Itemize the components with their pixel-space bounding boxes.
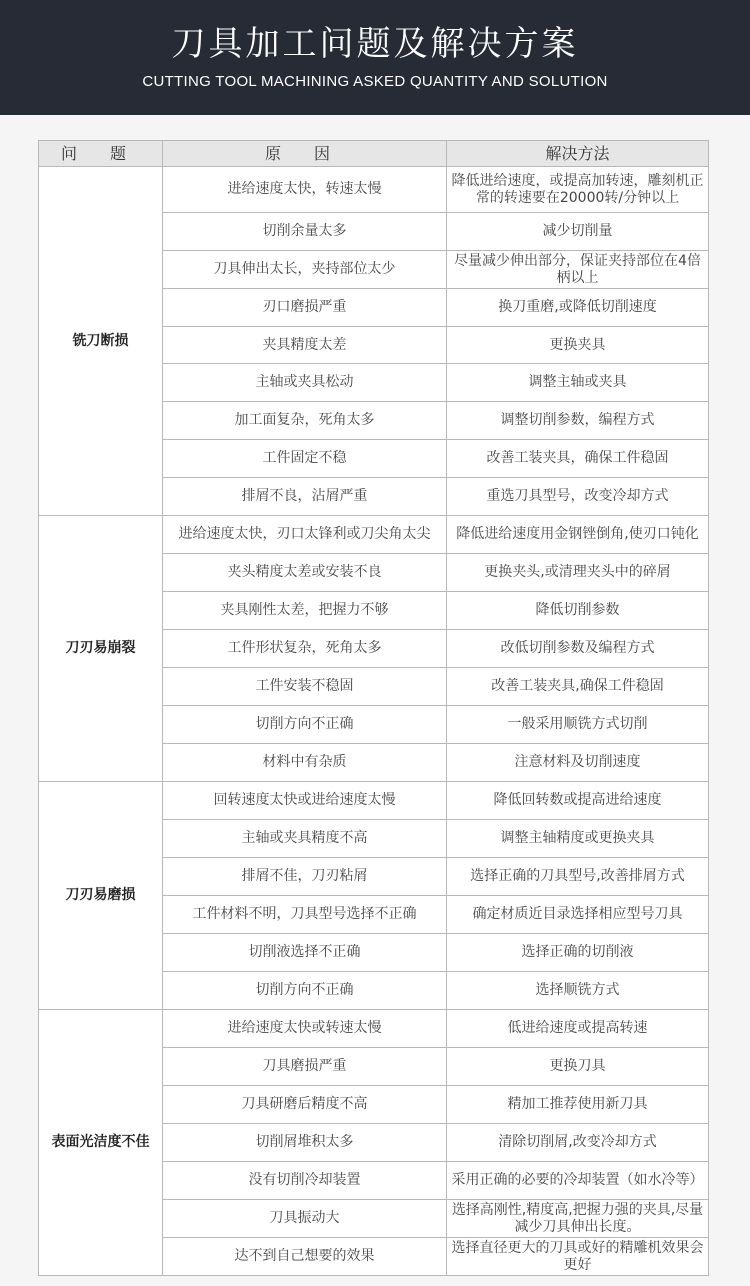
page-subtitle: CUTTING TOOL MACHINING ASKED QUANTITY AND SOLUTION (142, 73, 608, 90)
table-body (39, 167, 709, 1276)
cause-cell: 刀具振动大 (163, 1200, 447, 1238)
cause-cell: 切削方向不正确 (163, 706, 447, 744)
problem-cell: 刀刃易崩裂 (39, 516, 163, 782)
cause-cell: 切削屑堆积太多 (163, 1124, 447, 1162)
solution-cell: 改善工装夹具，确保工件稳固 (447, 440, 709, 478)
page-header (0, 0, 750, 115)
solution-cell: 选择直径更大的刀具或好的精雕机效果会更好 (447, 1238, 709, 1276)
cause-cell: 进给速度太快，转速太慢 (163, 167, 447, 213)
cause-cell: 回转速度太快或进给速度太慢 (163, 782, 447, 820)
solution-cell: 选择高刚性,精度高,把握力强的夹具,尽量减少刀具伸出长度。 (447, 1200, 709, 1238)
cause-cell: 工件安装不稳固 (163, 668, 447, 706)
cause-cell: 没有切削冷却装置 (163, 1162, 447, 1200)
solution-cell: 选择正确的刀具型号,改善排屑方式 (447, 858, 709, 896)
table-row (39, 516, 709, 554)
table-header-row (39, 141, 709, 167)
column-header-problem: 问 题 (39, 141, 163, 167)
solution-cell: 采用正确的必要的冷却装置（如水冷等） (447, 1162, 709, 1200)
cause-cell: 进给速度太快，刃口太锋利或刀尖角太尖 (163, 516, 447, 554)
cause-cell: 夹头精度太差或安装不良 (163, 554, 447, 592)
cause-cell: 夹具精度太差 (163, 327, 447, 364)
cause-cell: 排屑不良，沾屑严重 (163, 478, 447, 516)
solution-cell: 降低切削参数 (447, 592, 709, 630)
solution-cell: 减少切削量 (447, 213, 709, 251)
cause-cell: 刃口磨损严重 (163, 289, 447, 327)
solution-cell: 确定材质近目录选择相应型号刀具 (447, 896, 709, 934)
solution-cell: 更换夹具 (447, 327, 709, 364)
solution-cell: 重选刀具型号，改变冷却方式 (447, 478, 709, 516)
cause-cell: 主轴或夹具精度不高 (163, 820, 447, 858)
solution-cell: 清除切削屑,改变冷却方式 (447, 1124, 709, 1162)
cause-cell: 达不到自己想要的效果 (163, 1238, 447, 1276)
table-row (39, 782, 709, 820)
solution-cell: 调整主轴或夹具 (447, 364, 709, 402)
solution-cell: 更换刀具 (447, 1048, 709, 1086)
table-row (39, 1010, 709, 1048)
problem-cell: 表面光洁度不佳 (39, 1010, 163, 1276)
cause-cell: 加工面复杂，死角太多 (163, 402, 447, 440)
cause-cell: 进给速度太快或转速太慢 (163, 1010, 447, 1048)
cause-cell: 夹具刚性太差，把握力不够 (163, 592, 447, 630)
problem-solution-table (38, 140, 709, 1276)
solution-cell: 精加工推荐使用新刀具 (447, 1086, 709, 1124)
page-title: 刀具加工问题及解决方案 (171, 24, 579, 64)
problem-cell: 刀刃易磨损 (39, 782, 163, 1010)
solution-cell: 换刀重磨,或降低切削速度 (447, 289, 709, 327)
solution-cell: 改善工装夹具,确保工件稳固 (447, 668, 709, 706)
column-header-solution: 解决方法 (447, 141, 709, 167)
cause-cell: 工件固定不稳 (163, 440, 447, 478)
solution-cell: 低进给速度或提高转速 (447, 1010, 709, 1048)
solution-cell: 调整切削参数，编程方式 (447, 402, 709, 440)
solution-cell: 调整主轴精度或更换夹具 (447, 820, 709, 858)
solution-cell: 降低进给速度用金钢锉倒角,使刃口钝化 (447, 516, 709, 554)
cause-cell: 切削液选择不正确 (163, 934, 447, 972)
solution-cell: 尽量减少伸出部分，保证夹持部位在4倍柄以上 (447, 251, 709, 289)
cause-cell: 刀具研磨后精度不高 (163, 1086, 447, 1124)
solution-cell: 选择正确的切削液 (447, 934, 709, 972)
cause-cell: 刀具伸出太长，夹持部位太少 (163, 251, 447, 289)
cause-cell: 切削余量太多 (163, 213, 447, 251)
solution-cell: 更换夹头,或清理夹头中的碎屑 (447, 554, 709, 592)
problem-solution-table-wrap (38, 140, 709, 1276)
cause-cell: 主轴或夹具松动 (163, 364, 447, 402)
solution-cell: 降低进给速度，或提高加转速，雕刻机正常的转速要在20000转/分钟以上 (447, 167, 709, 213)
solution-cell: 注意材料及切削速度 (447, 744, 709, 782)
cause-cell: 材料中有杂质 (163, 744, 447, 782)
solution-cell: 改低切削参数及编程方式 (447, 630, 709, 668)
solution-cell: 一般采用顺铣方式切削 (447, 706, 709, 744)
cause-cell: 工件形状复杂，死角太多 (163, 630, 447, 668)
table-row (39, 167, 709, 213)
cause-cell: 刀具磨损严重 (163, 1048, 447, 1086)
column-header-cause: 原 因 (163, 141, 447, 167)
problem-cell: 铣刀断损 (39, 167, 163, 516)
solution-cell: 降低回转数或提高进给速度 (447, 782, 709, 820)
cause-cell: 切削方向不正确 (163, 972, 447, 1010)
solution-cell: 选择顺铣方式 (447, 972, 709, 1010)
cause-cell: 工件材料不明，刀具型号选择不正确 (163, 896, 447, 934)
cause-cell: 排屑不佳，刀刃粘屑 (163, 858, 447, 896)
